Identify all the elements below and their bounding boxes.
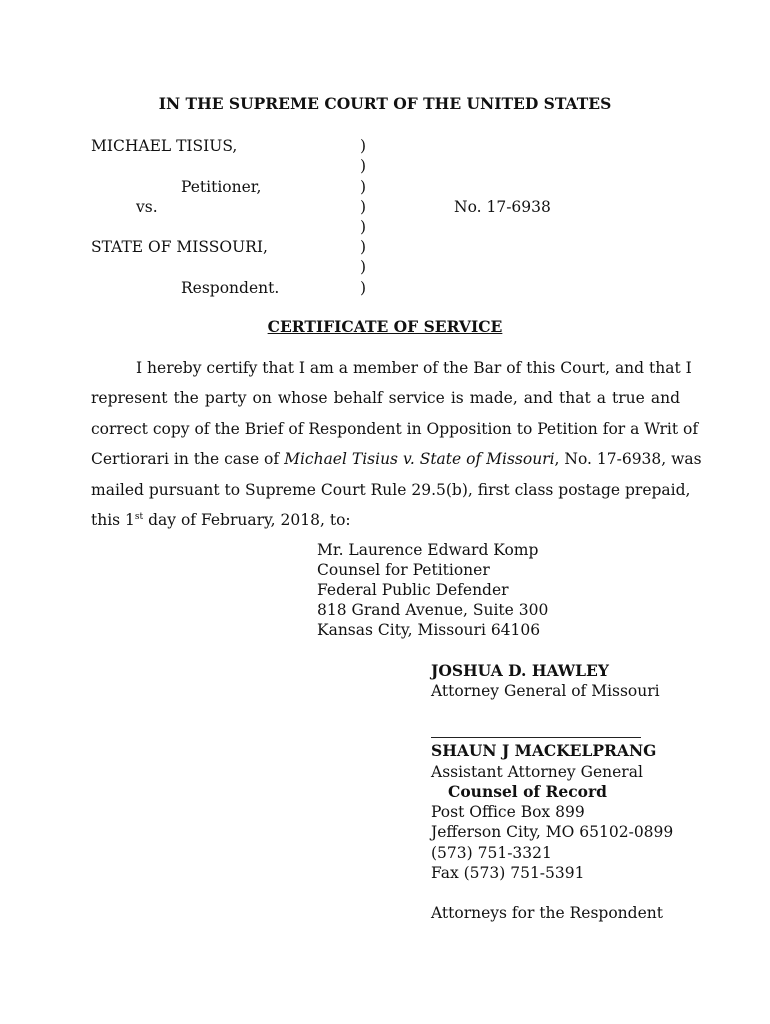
body-line-4-text: Certiorari in the case of <box>91 450 280 468</box>
assistant-ag-name: SHAUN J MACKELPRANG <box>431 741 657 760</box>
caption-paren: ) <box>360 238 367 256</box>
signature-line <box>431 737 641 738</box>
body-line-5: mailed pursuant to Supreme Court Rule 29.5(b), first class postage prepaid, <box>91 481 691 499</box>
caption-paren: ) <box>360 218 367 236</box>
caption-paren: ) <box>360 258 367 276</box>
recipient-line: Federal Public Defender <box>317 581 509 599</box>
respondent-role: Respondent. <box>181 279 280 297</box>
caption-paren: ) <box>360 137 367 155</box>
attorney-general-title: Attorney General of Missouri <box>431 682 660 700</box>
versus-label: vs. <box>136 198 158 216</box>
caption-paren: ) <box>360 157 367 175</box>
recipient-line: Mr. Laurence Edward Komp <box>317 541 539 559</box>
fax-number: Fax (573) 751-5391 <box>431 864 585 882</box>
counsel-of-record: Counsel of Record <box>448 782 608 801</box>
body-line-6-text: this 1 <box>91 511 135 529</box>
recipient-line: Kansas City, Missouri 64106 <box>317 621 541 639</box>
body-line-6-text-end: day of February, 2018, to: <box>143 511 351 529</box>
body-line-4-text-end: , No. 17-6938, was <box>554 450 702 468</box>
petitioner-role: Petitioner, <box>181 178 262 196</box>
ordinal-suffix: st <box>134 512 144 522</box>
case-number: No. 17-6938 <box>454 198 551 216</box>
closing-line: Attorneys for the Respondent <box>431 904 663 922</box>
recipient-line: 818 Grand Avenue, Suite 300 <box>317 601 549 619</box>
certificate-heading: CERTIFICATE OF SERVICE <box>267 317 503 336</box>
court-title: IN THE SUPREME COURT OF THE UNITED STATES <box>158 94 612 113</box>
body-line-2: represent the party on whose behalf service is made, and that a true and <box>91 389 680 407</box>
body-line-1: I hereby certify that I am a member of the Bar of this Court, and that I <box>136 359 692 377</box>
body-line-3: correct copy of the Brief of Respondent in Opposition to Petition for a Writ of <box>91 420 699 438</box>
address-line-1: Post Office Box 899 <box>431 803 585 821</box>
case-caption-italic: Michael Tisius v. State of Missouri <box>284 450 555 468</box>
assistant-ag-title: Assistant Attorney General <box>431 763 643 781</box>
caption-paren: ) <box>360 198 367 216</box>
recipient-line: Counsel for Petitioner <box>317 561 490 579</box>
caption-paren: ) <box>360 178 367 196</box>
body-line-6 <box>91 510 351 530</box>
attorney-general-name: JOSHUA D. HAWLEY <box>431 661 609 680</box>
caption-paren: ) <box>360 279 367 297</box>
petitioner-name: MICHAEL TISIUS, <box>91 137 238 155</box>
body-line-4 <box>91 449 702 469</box>
phone-number: (573) 751-3321 <box>431 844 552 862</box>
respondent-name: STATE OF MISSOURI, <box>91 238 268 256</box>
address-line-2: Jefferson City, MO 65102-0899 <box>431 823 674 841</box>
